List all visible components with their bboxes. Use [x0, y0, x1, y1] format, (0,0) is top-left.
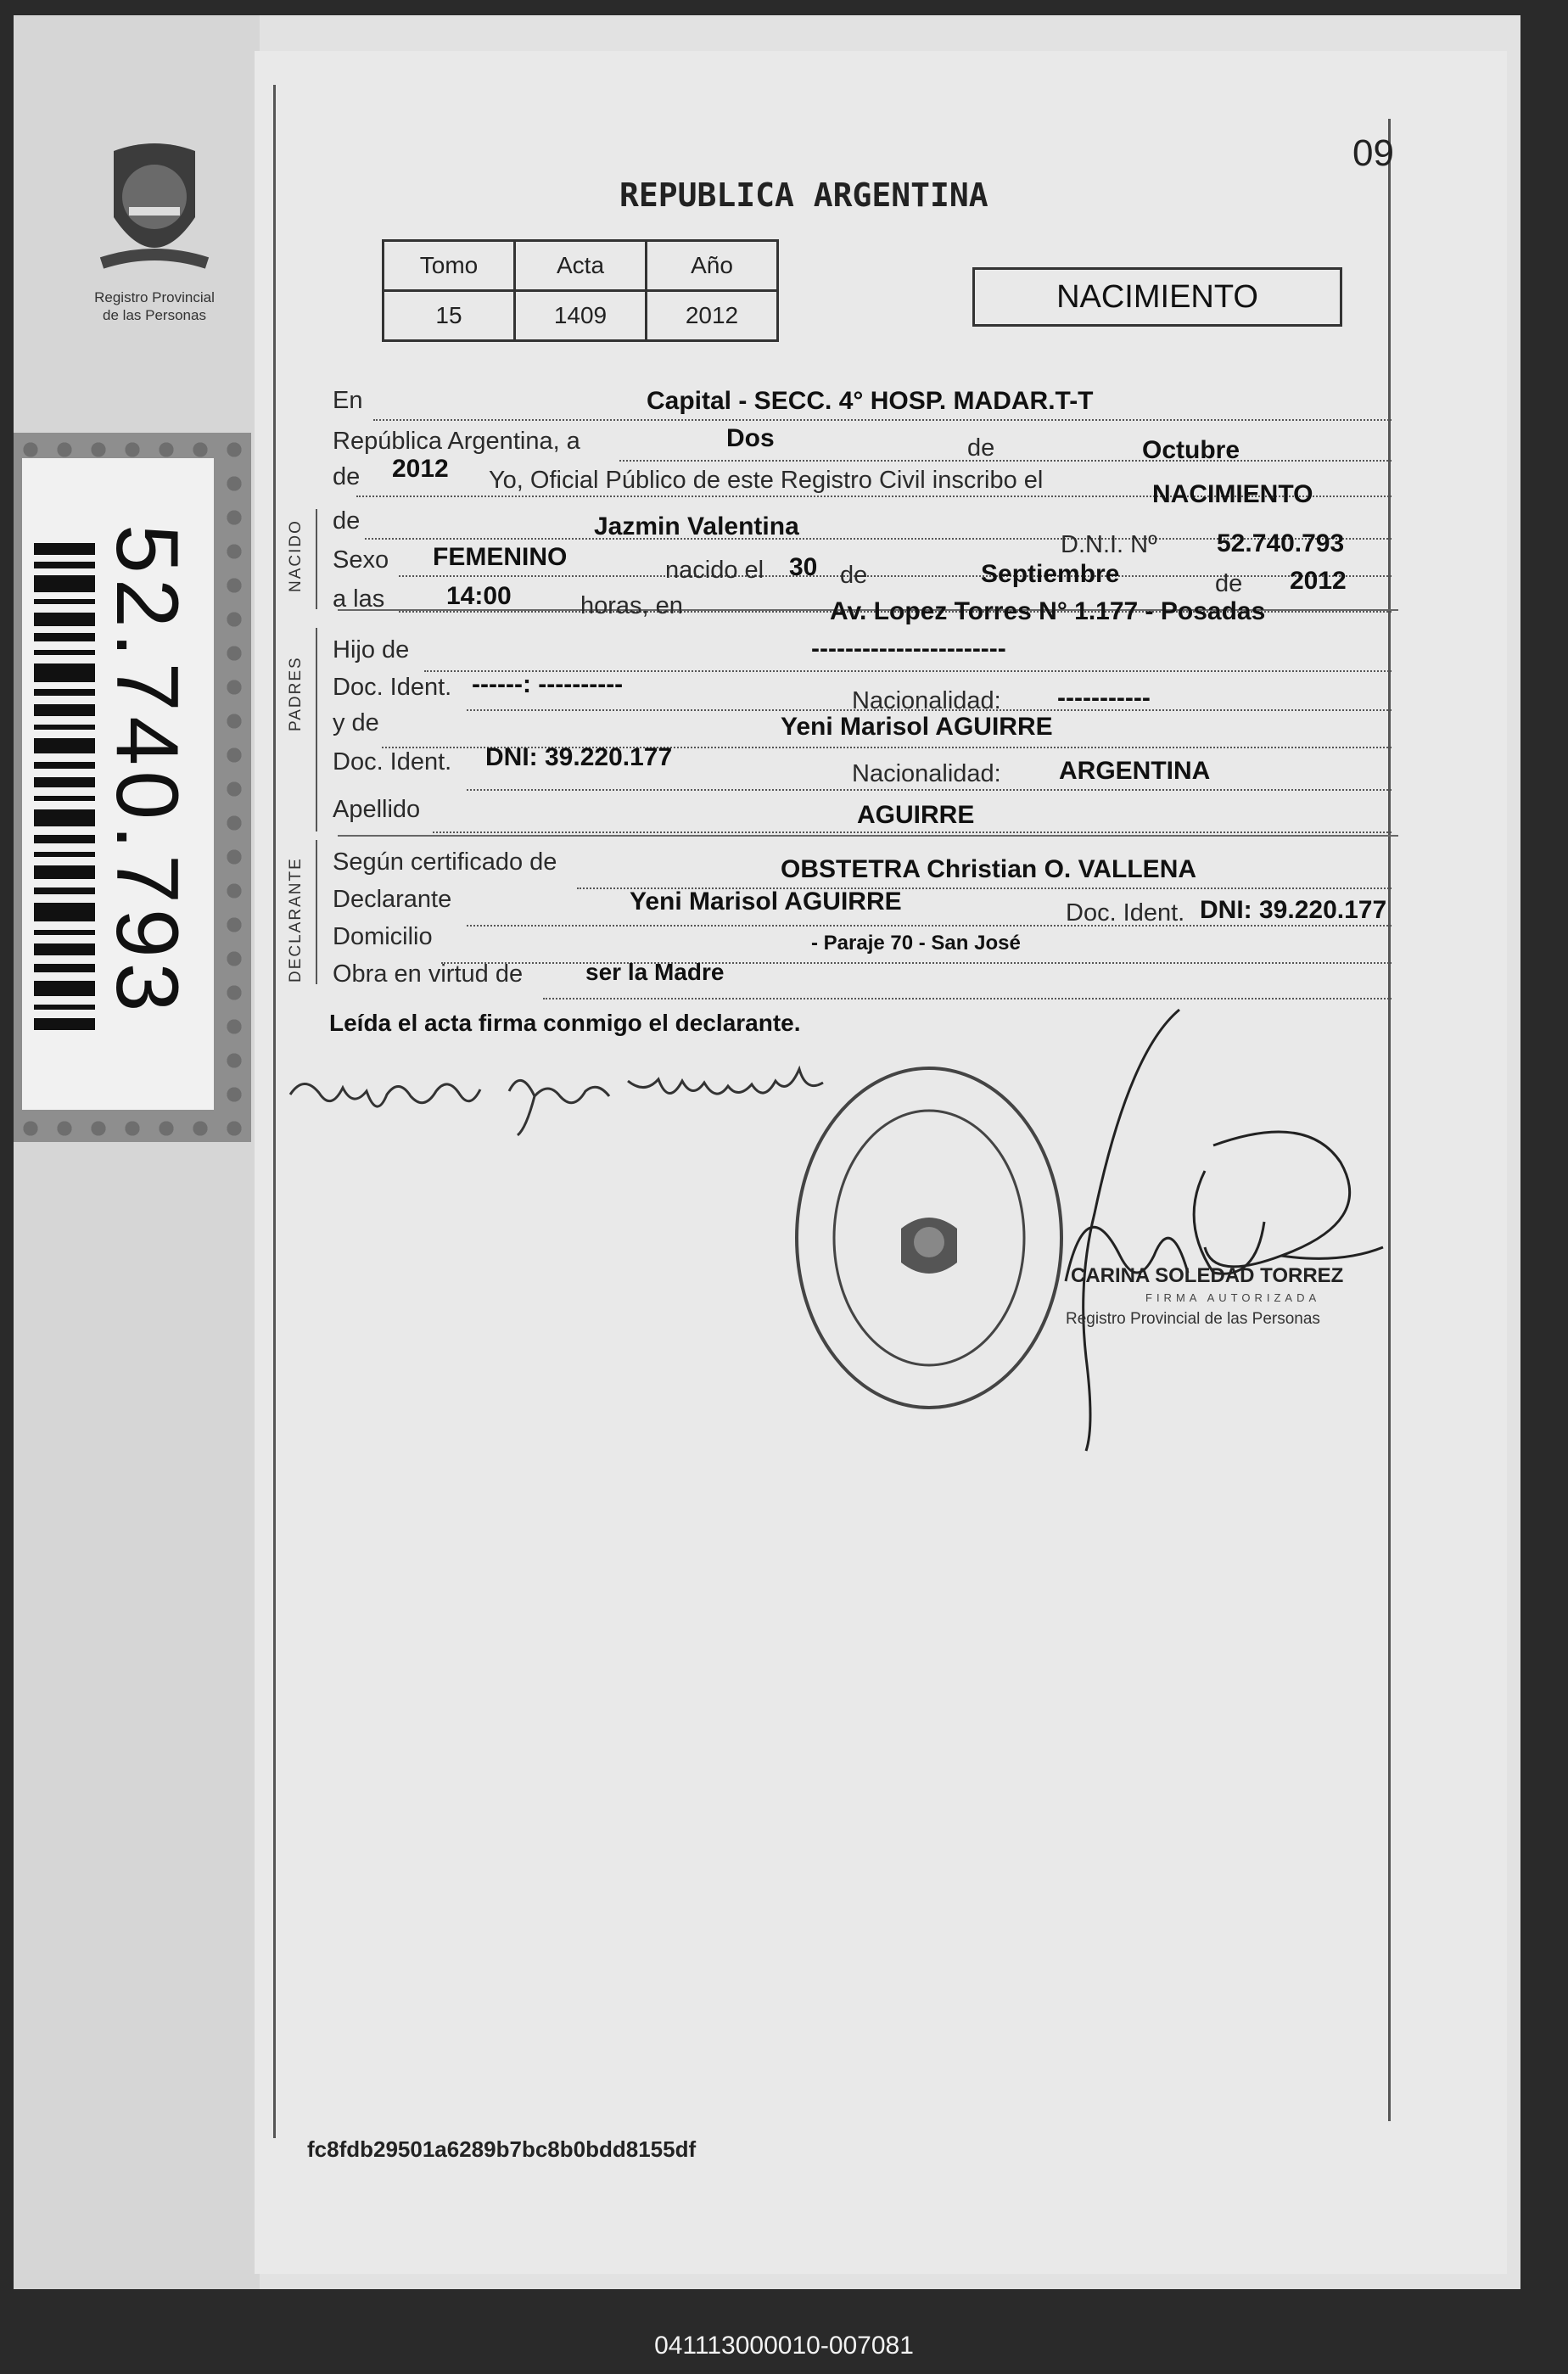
value-padre: ----------------------- [811, 635, 1006, 663]
value-tomo: 15 [384, 291, 515, 341]
label-republica: República Argentina, a [333, 428, 580, 455]
declarante-bracket [316, 840, 317, 984]
declarant-signature [280, 1044, 840, 1137]
value-anio: 2012 [647, 291, 778, 341]
registry-caption-line2: de las Personas [103, 307, 206, 323]
label-doc1: Doc. Ident. [333, 674, 452, 701]
value-doc1: ------: ---------- [472, 670, 624, 698]
value-mes: Octubre [1142, 436, 1240, 464]
value-nac-anio: 2012 [1290, 567, 1347, 595]
label-de: de [967, 434, 995, 462]
value-apellido: AGUIRRE [857, 801, 975, 829]
registry-caption [59, 288, 249, 324]
label-dni: D.N.I. Nº [1061, 531, 1157, 558]
header-anio: Año [647, 241, 778, 291]
label-padres: PADRES [287, 656, 305, 731]
value-hora: 14:00 [446, 582, 512, 610]
label-alas: a las [333, 585, 385, 613]
official-role: FIRMA AUTORIZADA [1145, 1291, 1321, 1304]
value-segun: OBSTETRA Christian O. VALLENA [781, 855, 1197, 883]
padres-bracket [316, 628, 317, 831]
label-de-nombre: de [333, 507, 361, 535]
value-decl-doc: DNI: 39.220.177 [1200, 896, 1387, 924]
label-nacido-el: nacido el [665, 557, 764, 584]
document-hash: fc8fdb29501a6289b7bc8b0bdd8155df [307, 2136, 697, 2162]
value-lugar-nacimiento: Av. Lopez Torres N° 1.177 - Posadas [830, 597, 1266, 625]
label-en: En [333, 387, 363, 414]
value-nac2: ARGENTINA [1059, 757, 1211, 785]
value-lugar-registro: Capital - SECC. 4° HOSP. MADAR.T-T [647, 387, 1094, 415]
value-nombre: Jazmin Valentina [594, 512, 799, 540]
value-doc2: DNI: 39.220.177 [485, 743, 673, 771]
barcode-number: 52.740.793 [98, 524, 196, 1017]
label-doc2: Doc. Ident. [333, 748, 452, 775]
closing-statement: Leída el acta firma conmigo el declarante. [329, 1010, 801, 1036]
country-title: REPUBLICA ARGENTINA [619, 176, 988, 214]
value-inscribo: NACIMIENTO [1152, 480, 1313, 508]
value-nac-mes: Septiembre [981, 560, 1120, 588]
header-tomo: Tomo [384, 241, 515, 291]
left-margin-line [273, 85, 276, 2138]
label-segun: Según certificado de [333, 848, 557, 876]
value-nac-dia: 30 [789, 553, 818, 581]
divider-padres [338, 835, 1398, 837]
label-nac-de: de [840, 562, 868, 589]
label-nac-de2: de [1215, 570, 1243, 597]
oficial-text: Yo, Oficial Público de este Registro Civil inscribo el [489, 467, 1044, 494]
official-stamp [791, 1062, 1067, 1414]
label-apellido: Apellido [333, 796, 421, 823]
label-domicilio: Domicilio [333, 923, 433, 950]
label-yde: y de [333, 709, 379, 736]
value-declarante: Yeni Marisol AGUIRRE [630, 887, 902, 915]
value-dni: 52.740.793 [1217, 529, 1345, 557]
label-declarante: Declarante [333, 886, 452, 913]
value-domicilio: - Paraje 70 - San José [811, 932, 1021, 955]
header-acta: Acta [515, 241, 647, 291]
page-number: 09 [1352, 132, 1394, 174]
official-signature [1061, 1001, 1400, 1459]
label-decl-doc: Doc. Ident. [1066, 899, 1185, 927]
record-table [382, 239, 779, 342]
registry-caption-line1: Registro Provincial [94, 289, 215, 305]
label-nacido: NACIDO [287, 519, 305, 592]
label-sexo: Sexo [333, 546, 389, 574]
official-name: CARINA SOLEDAD TORREZ [1071, 1264, 1344, 1287]
value-obra: ser la Madre [585, 959, 725, 985]
label-declarante: DECLARANTE [287, 857, 305, 983]
value-nac1: ----------- [1057, 684, 1151, 712]
value-sexo: FEMENINO [433, 543, 568, 571]
label-nac2: Nacionalidad: [852, 760, 1001, 787]
label-horas-en: horas, en [580, 592, 683, 619]
label-hijo: Hijo de [333, 636, 410, 663]
footer-code: 041113000010-007081 [654, 2332, 914, 2360]
value-acta: 1409 [515, 291, 647, 341]
record-type-box: NACIMIENTO [972, 267, 1342, 327]
label-de-anio: de [333, 463, 361, 490]
barcode [34, 543, 102, 1030]
page-stub [14, 15, 260, 2289]
coat-of-arms-logo [88, 136, 221, 282]
label-nac1: Nacionalidad: [852, 687, 1001, 714]
value-anio: 2012 [392, 455, 449, 483]
official-office: Registro Provincial de las Personas [1066, 1310, 1320, 1328]
value-dia: Dos [726, 424, 775, 452]
label-obra: Obra en virtud de [333, 960, 524, 988]
nacido-bracket [316, 509, 317, 609]
value-madre: Yeni Marisol AGUIRRE [781, 713, 1053, 741]
